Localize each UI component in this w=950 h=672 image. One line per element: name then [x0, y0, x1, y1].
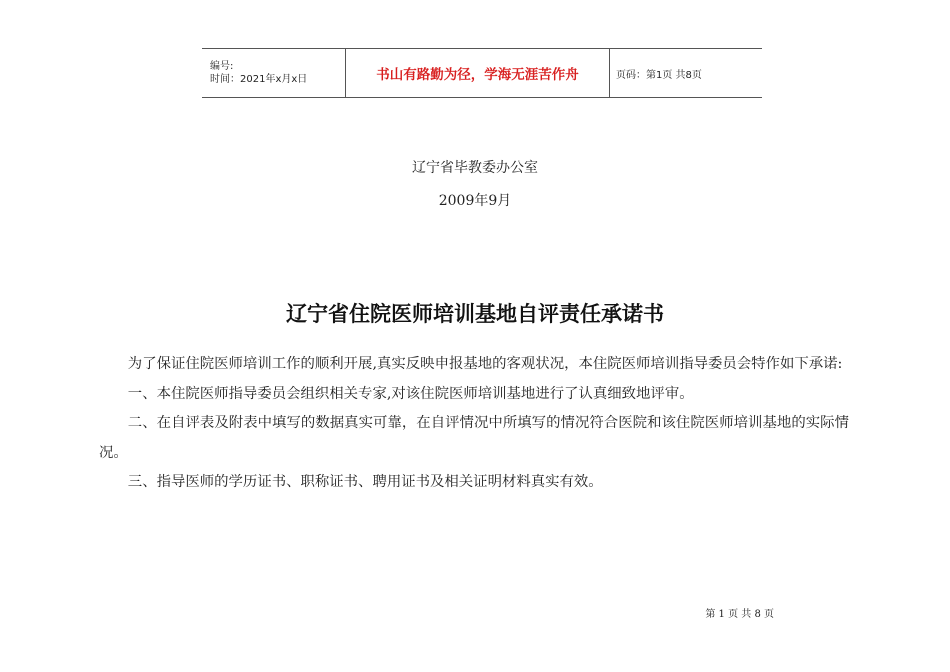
paragraph-item-3: 三、指导医师的学历证书、职称证书、聘用证书及相关证明材料真实有效。 [127, 474, 603, 490]
document-body [99, 350, 849, 498]
header-page-cell [610, 49, 762, 97]
paragraph-item-2: 二、在自评表及附表中填写的数据真实可靠，在自评情况中所填写的情况符合医院和该住院医师培训基地的实际情况。 [99, 415, 849, 461]
header-page-info: 页码：第1页 共8页 [616, 69, 702, 81]
document-title: 辽宁省住院医师培训基地自评责任承诺书 [286, 302, 664, 326]
time-label: 时间：2021年x月x日 [210, 74, 308, 85]
paragraph-intro: 为了保证住院医师培训工作的顺利开展,真实反映申报基地的客观状况，本住院医师培训指导委员会特作如下承诺: [127, 356, 843, 372]
header-meta-cell [202, 49, 346, 97]
footer-page-number: 第 1 页 共 8 页 [705, 609, 774, 620]
motto-text: 书山有路勤为径，学海无涯苦作舟 [376, 67, 579, 83]
number-label: 编号: [210, 61, 234, 72]
header-motto-cell [346, 49, 610, 97]
paragraph-item-1: 一、本住院医师指导委员会组织相关专家,对该住院医师培训基地进行了认真细致地评审。 [127, 385, 694, 402]
page-header [202, 48, 762, 98]
issue-date: 2009年9月 [438, 193, 512, 209]
issuer-name: 辽宁省毕教委办公室 [412, 160, 538, 176]
